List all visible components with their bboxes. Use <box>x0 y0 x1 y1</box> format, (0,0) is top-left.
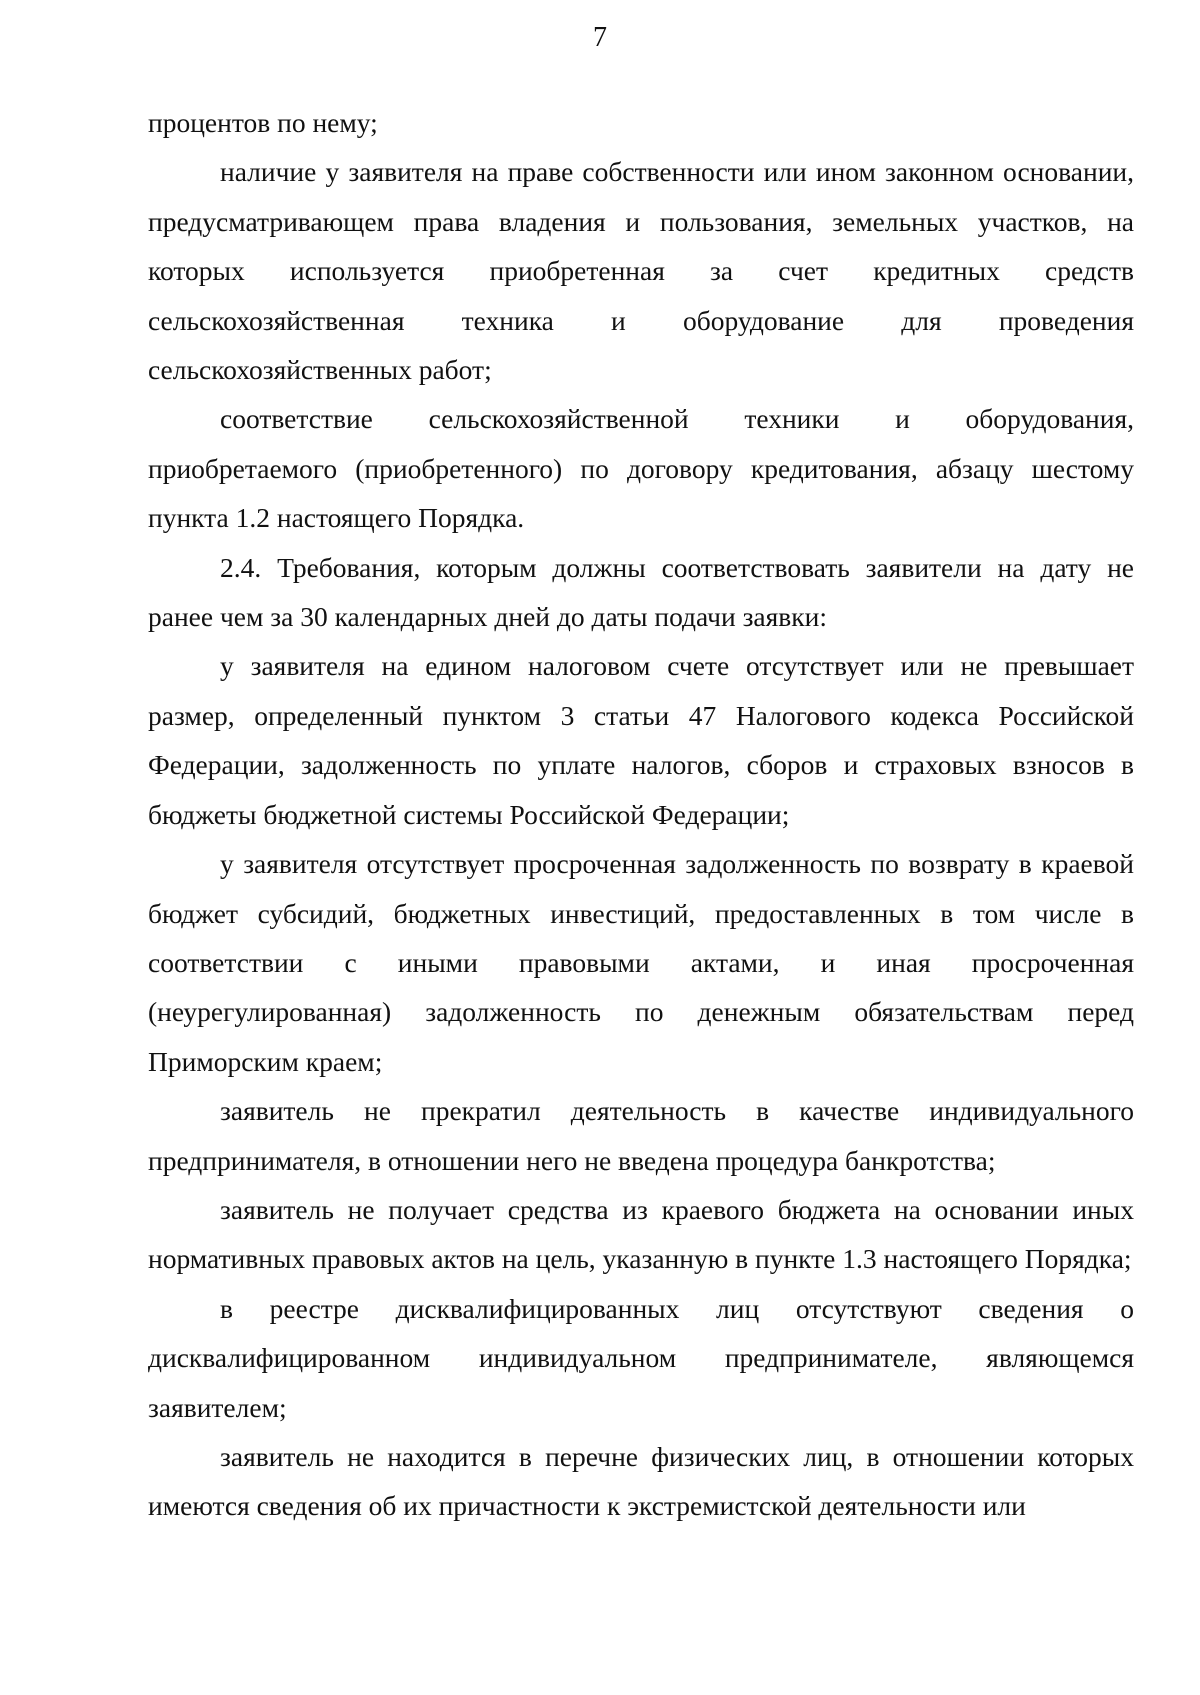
paragraph-land-ownership: наличие у заявителя на праве собственности или ином законном основании, предусматривающем права владения и пользования, земельных участков, на которых используется приобретенная за счет кредитных средств сельскохозяйственная техника и оборудование для проведения сельскохозяйственных работ; <box>148 156 1134 386</box>
paragraph-continuation: процентов по нему; <box>148 107 378 138</box>
paragraph-overdue-debt: у заявителя отсутствует просроченная задолженность по возврату в краевой бюджет субсидий, бюджетных инвестиций, предоставленных в том числе в соответствии с иными правовыми актами, и иная просроченная (неурегулированная) задолженность по денежным обязательствам перед Приморским краем; <box>148 848 1134 1077</box>
document-body <box>148 98 1134 1531</box>
paragraph-tax-debt: у заявителя на едином налоговом счете отсутствует или не превышает размер, определенный пунктом 3 статьи 47 Налогового кодекса Российской Федерации, задолженность по уплате налогов, сборов и страховых взносов в бюджеты бюджетной системы Российской Федерации; <box>148 650 1134 830</box>
paragraph-section-2-4: 2.4. Требования, которым должны соответствовать заявители на дату не ранее чем за 30 календарных дней до даты подачи заявки: <box>148 551 1134 633</box>
paragraph-no-other-funds: заявитель не получает средства из краевого бюджета на основании иных нормативных правовых актов на цель, указанную в пункте 1.3 настоящего Порядка; <box>148 1193 1134 1275</box>
paragraph-disqualified-registry: в реестре дисквалифицированных лиц отсутствуют сведения о дисквалифицированном индивидуальном предпринимателе, являющемся заявителем; <box>148 1292 1134 1423</box>
paragraph-equipment-compliance: соответствие сельскохозяйственной техники и оборудования, приобретаемого (приобретенного) по договору кредитования, абзацу шестому пункта 1.2 настоящего Порядка. <box>148 403 1134 534</box>
paragraph-extremist-list: заявитель не находится в перечне физических лиц, в отношении которых имеются сведения об их причастности к экстремистской деятельности или <box>148 1440 1134 1522</box>
paragraph-not-terminated: заявитель не прекратил деятельность в качестве индивидуального предпринимателя, в отношении него не введена процедура банкротства; <box>148 1095 1134 1176</box>
page-number: 7 <box>593 22 607 53</box>
